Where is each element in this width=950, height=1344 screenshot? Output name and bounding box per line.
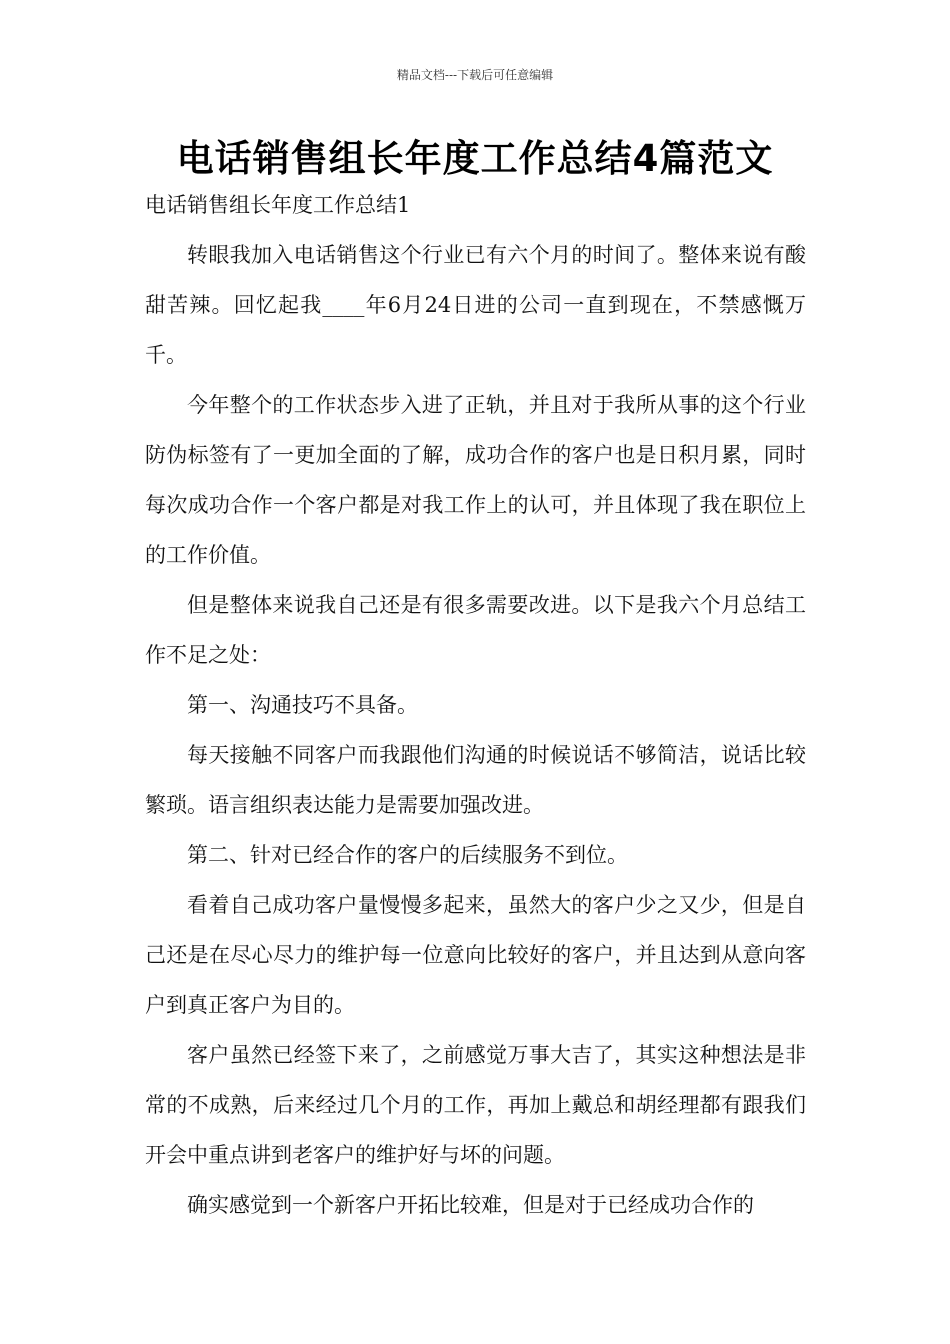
document-title: 电话销售组长年度工作总结4篇范文	[176, 137, 774, 180]
paragraph: 看着自己成功客户量慢慢多起来，虽然大的客户少之又少，但是自己还是在尽心尽力的维护每一位意向比较好的客户，并且达到从意向客户到真正客户为目的。	[145, 893, 806, 1017]
document-body	[145, 180, 806, 1230]
paragraph: 第二、针对已经合作的客户的后续服务不到位。	[187, 843, 628, 867]
header-note: 精品文档---下载后可任意编辑	[396, 68, 554, 82]
paragraph: 确实感觉到一个新客户开拓比较难，但是对于已经成功合作的	[187, 1193, 754, 1217]
section-heading: 电话销售组长年度工作总结1	[145, 193, 411, 217]
paragraph: 客户虽然已经签下来了，之前感觉万事大吉了，其实这种想法是非常的不成熟，后来经过几个月的工作，再加上戴总和胡经理都有跟我们开会中重点讲到老客户的维护好与坏的问题。	[145, 1043, 806, 1167]
paragraph: 每天接触不同客户而我跟他们沟通的时候说话不够简洁，说话比较繁琐。语言组织表达能力是需要加强改进。	[145, 743, 806, 817]
paragraph: 但是整体来说我自己还是有很多需要改进。以下是我六个月总结工作不足之处：	[145, 593, 806, 667]
paragraph: 第一、沟通技巧不具备。	[187, 693, 418, 717]
paragraph: 转眼我加入电话销售这个行业已有六个月的时间了。整体来说有酸甜苦辣。回忆起我____年6月24日进的公司一直到现在，不禁感慨万千。	[145, 243, 806, 367]
paragraph: 今年整个的工作状态步入进了正轨，并且对于我所从事的这个行业防伪标签有了一更加全面的了解，成功合作的客户也是日积月累，同时每次成功合作一个客户都是对我工作上的认可，并且体现了我在职位上的工作价值。	[145, 393, 806, 567]
